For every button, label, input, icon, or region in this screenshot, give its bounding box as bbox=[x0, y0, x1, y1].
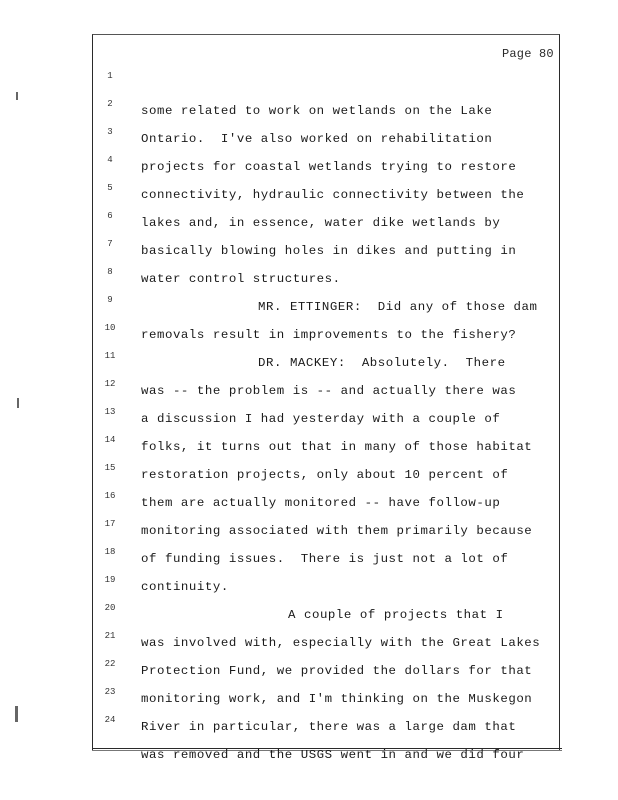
line-number: 7 bbox=[107, 239, 113, 249]
line-text: monitoring work, and I'm thinking on the Muskegon bbox=[141, 692, 533, 706]
line-text: River in particular, there was a large dam that bbox=[141, 720, 517, 734]
line-text: A couple of projects that I bbox=[288, 608, 504, 622]
line-number: 6 bbox=[107, 211, 113, 221]
line-text: of funding issues. There is just not a lot of bbox=[141, 552, 509, 566]
line-number: 12 bbox=[104, 379, 116, 389]
line-number: 14 bbox=[104, 435, 116, 445]
line-number: 18 bbox=[104, 547, 116, 557]
line-text: monitoring associated with them primarily because bbox=[141, 524, 533, 538]
line-text: was involved with, especially with the Great Lakes bbox=[141, 636, 541, 650]
line-text: was -- the problem is -- and actually there was bbox=[141, 384, 517, 398]
line-number: 4 bbox=[107, 155, 113, 165]
line-number: 3 bbox=[107, 127, 113, 137]
line-number: 13 bbox=[104, 407, 116, 417]
line-text: restoration projects, only about 10 percent of bbox=[141, 468, 509, 482]
line-number: 8 bbox=[107, 267, 113, 277]
transcript-line bbox=[0, 264, 560, 314]
line-number: 21 bbox=[104, 631, 116, 641]
line-number: 23 bbox=[104, 687, 116, 697]
line-number: 2 bbox=[107, 99, 113, 109]
line-text: lakes and, in essence, water dike wetlands by bbox=[141, 216, 501, 230]
line-number: 5 bbox=[107, 183, 113, 193]
transcript-line bbox=[0, 68, 560, 118]
line-number: 10 bbox=[104, 323, 116, 333]
line-number: 15 bbox=[104, 463, 116, 473]
line-text: projects for coastal wetlands trying to restore bbox=[141, 160, 517, 174]
line-text: was removed and the USGS went in and we did four bbox=[141, 748, 525, 762]
line-number: 19 bbox=[104, 575, 116, 585]
line-text: connectivity, hydraulic connectivity between the bbox=[141, 188, 525, 202]
line-number: 11 bbox=[104, 351, 116, 361]
line-text: folks, it turns out that in many of those habitat bbox=[141, 440, 533, 454]
line-number: 1 bbox=[107, 71, 113, 81]
line-text: basically blowing holes in dikes and putting in bbox=[141, 244, 517, 258]
line-text: DR. MACKEY: Absolutely. There bbox=[258, 356, 506, 370]
line-number: 17 bbox=[104, 519, 116, 529]
line-text: Protection Fund, we provided the dollars for that bbox=[141, 664, 533, 678]
line-text: some related to work on wetlands on the Lake bbox=[141, 104, 493, 118]
line-text: water control structures. bbox=[141, 272, 341, 286]
line-text: removals result in improvements to the fishery? bbox=[141, 328, 517, 342]
line-text: MR. ETTINGER: Did any of those dam bbox=[258, 300, 538, 314]
line-number: 9 bbox=[107, 295, 113, 305]
transcript-line bbox=[0, 180, 560, 230]
transcript-line bbox=[0, 152, 560, 202]
line-text: Ontario. I've also worked on rehabilitation bbox=[141, 132, 493, 146]
line-text: continuity. bbox=[141, 580, 229, 594]
transcript-line bbox=[0, 712, 560, 762]
line-text: a discussion I had yesterday with a couple of bbox=[141, 412, 501, 426]
transcript-line bbox=[0, 208, 560, 258]
transcript-line bbox=[0, 96, 560, 146]
line-number: 24 bbox=[104, 715, 116, 725]
line-number: 22 bbox=[104, 659, 116, 669]
transcript-line bbox=[0, 236, 560, 286]
line-text: them are actually monitored -- have follow-up bbox=[141, 496, 501, 510]
transcript-line bbox=[0, 124, 560, 174]
line-number: 16 bbox=[104, 491, 116, 501]
page-number: Page 80 bbox=[502, 47, 554, 61]
line-number: 20 bbox=[104, 603, 116, 613]
